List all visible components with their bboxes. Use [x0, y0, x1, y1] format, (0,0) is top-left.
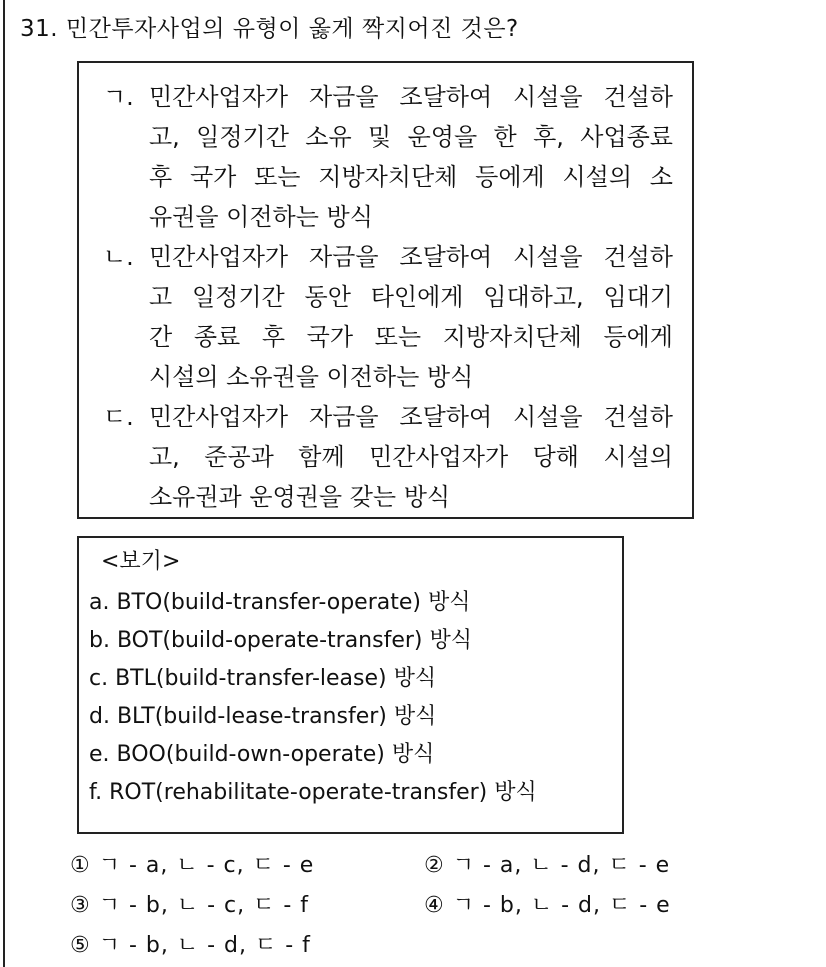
reference-item-f: f. ROT(rehabilitate-operate-transfer) 방식 [89, 780, 537, 805]
description-line: 소유권과 운영권을 갖는 방식 [149, 483, 451, 511]
answer-option-1[interactable]: ① ㄱ - a, ㄴ - c, ㄷ - e [70, 853, 315, 878]
reference-item-c: c. BTL(build-transfer-lease) 방식 [89, 666, 437, 691]
page-left-border [3, 0, 5, 967]
description-line: 시설의 소유권을 이전하는 방식 [149, 363, 474, 391]
description-line: 민간사업자가 자금을 조달하여 시설을 건설하 [149, 403, 673, 431]
description-marker: ㄷ. [103, 403, 134, 431]
description-text [149, 77, 673, 237]
description-line: 고, 준공과 함께 민간사업자가 당해 시설의 [149, 443, 673, 471]
description-text [149, 397, 673, 517]
description-line: 고, 일정기간 소유 및 운영을 한 후, 사업종료 [149, 123, 673, 151]
reference-title: <보기> [101, 549, 181, 574]
description-line: 간 종료 후 국가 또는 지방자치단체 등에게 [149, 323, 673, 351]
description-text [149, 237, 673, 397]
description-marker: ㄱ. [103, 83, 134, 111]
reference-item-b: b. BOT(build-operate-transfer) 방식 [89, 628, 472, 653]
description-box [77, 61, 694, 519]
reference-item-d: d. BLT(build-lease-transfer) 방식 [89, 704, 437, 729]
answer-option-3[interactable]: ③ ㄱ - b, ㄴ - c, ㄷ - f [70, 893, 310, 918]
question-title: 31. 민간투자사업의 유형이 옳게 짝지어진 것은? [20, 16, 519, 42]
answer-option-2[interactable]: ② ㄱ - a, ㄴ - d, ㄷ - e [424, 853, 671, 878]
reference-item-a: a. BTO(build-transfer-operate) 방식 [89, 590, 471, 615]
reference-list [89, 584, 537, 812]
description-line: 민간사업자가 자금을 조달하여 시설을 건설하 [149, 243, 673, 271]
answer-row [70, 846, 810, 886]
reference-box [77, 536, 624, 834]
answer-choices [70, 846, 810, 966]
description-marker: ㄴ. [103, 243, 134, 271]
answer-row [70, 886, 810, 926]
answer-option-5[interactable]: ⑤ ㄱ - b, ㄴ - d, ㄷ - f [70, 933, 311, 958]
reference-item-e: e. BOO(build-own-operate) 방식 [89, 742, 435, 767]
answer-row [70, 926, 810, 966]
description-line: 고 일정기간 동안 타인에게 임대하고, 임대기 [149, 283, 673, 311]
description-line: 민간사업자가 자금을 조달하여 시설을 건설하 [149, 83, 673, 111]
answer-option-4[interactable]: ④ ㄱ - b, ㄴ - d, ㄷ - e [424, 893, 671, 918]
description-line: 유권을 이전하는 방식 [149, 203, 373, 231]
description-line: 후 국가 또는 지방자치단체 등에게 시설의 소 [149, 163, 673, 191]
